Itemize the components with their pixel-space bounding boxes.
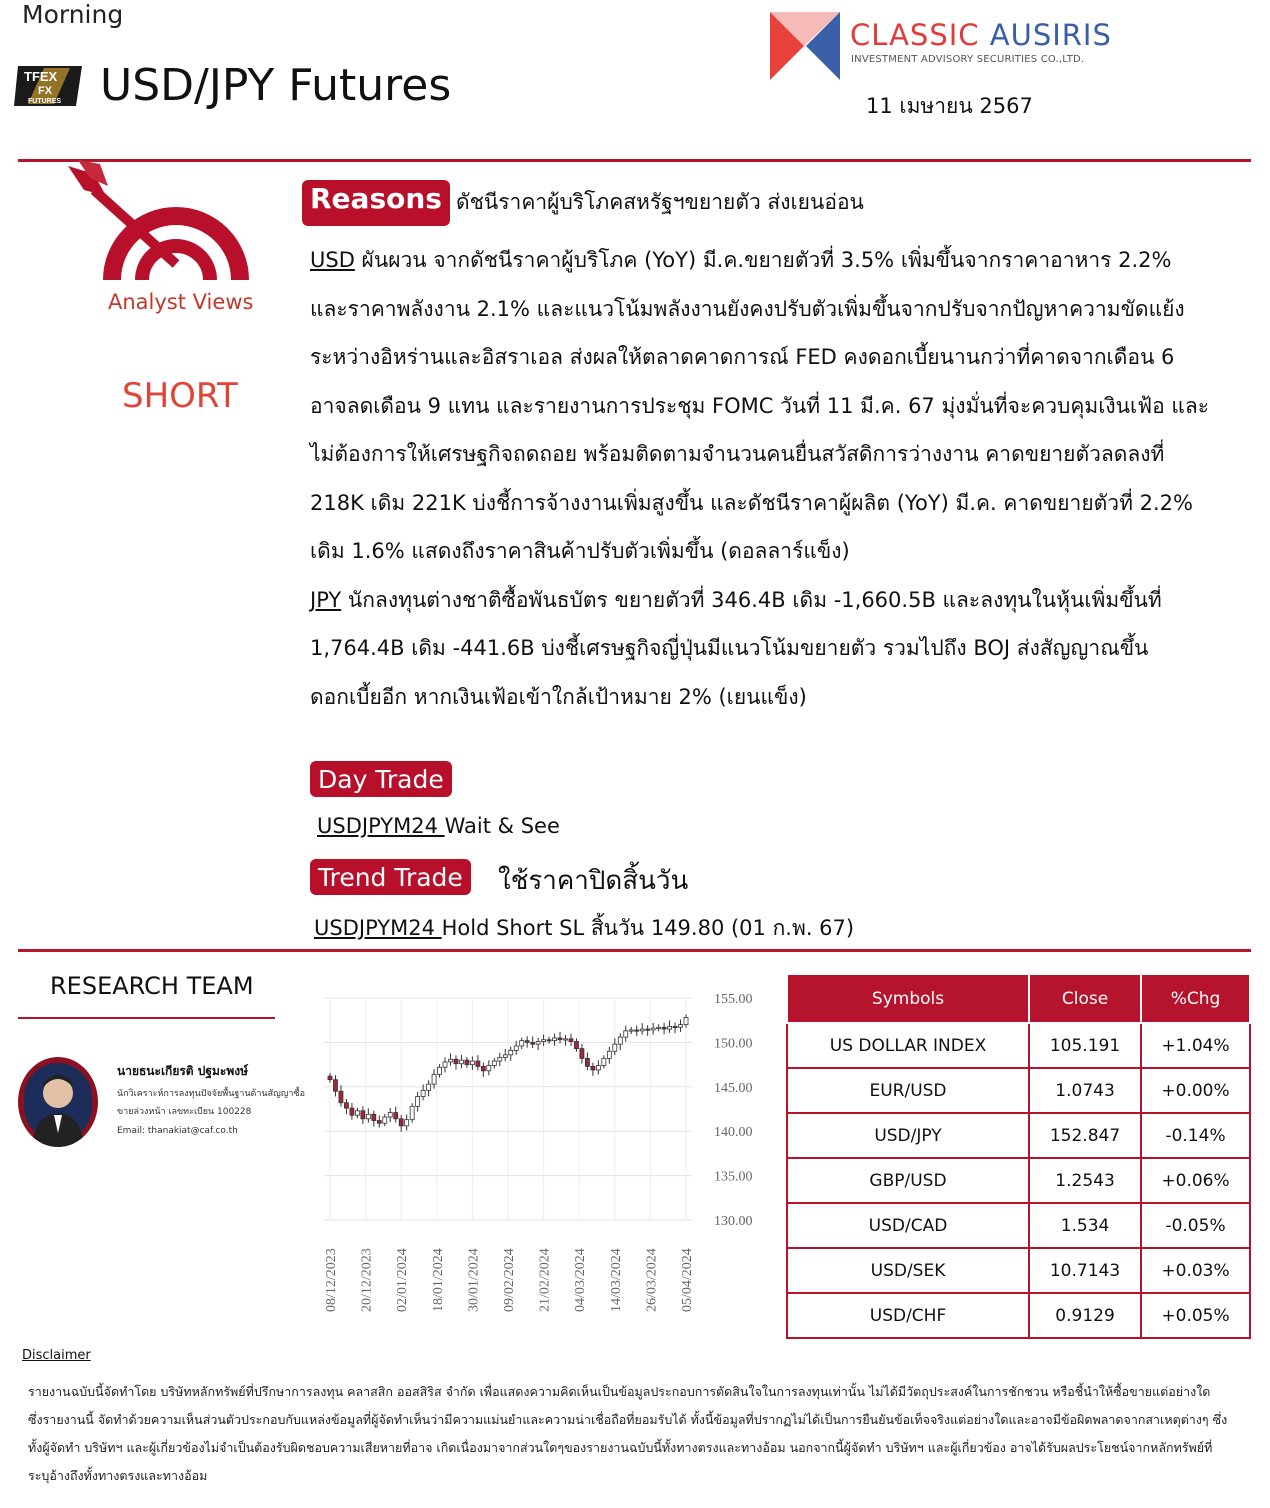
research-team-rule	[18, 1017, 275, 1019]
candle-body	[443, 1062, 447, 1067]
tfex-logo	[14, 64, 84, 108]
candle-body	[635, 1030, 639, 1031]
candle-body	[377, 1121, 381, 1124]
candle-body	[465, 1060, 469, 1064]
table-row	[787, 1293, 1250, 1338]
trend-trade-line	[314, 912, 854, 945]
tfex-logo-text-3: FUTURES	[28, 98, 62, 105]
usd-paragraph	[310, 236, 1210, 576]
reasons-headline: ดัชนีราคาผู้บริโภคสหรัฐฯขยายตัว ส่งเยนอ่อน	[456, 190, 864, 214]
day-trade-symbol: USDJPYM24	[317, 814, 445, 838]
header-close: Close	[1029, 974, 1141, 1023]
candle-body	[481, 1066, 485, 1070]
close-cell: 105.191	[1029, 1023, 1141, 1068]
candle-body	[383, 1117, 387, 1123]
candle-body	[514, 1046, 518, 1050]
x-tick-label: 05/04/2024	[680, 1248, 695, 1312]
jpy-label: JPY	[310, 587, 342, 612]
candle-body	[372, 1114, 376, 1120]
change-cell: +1.04%	[1141, 1023, 1250, 1068]
analyst-views-label: Analyst Views	[108, 290, 254, 314]
table-row	[787, 1158, 1250, 1203]
report-date: 11 เมษายน 2567	[866, 94, 1033, 118]
candle-body	[350, 1108, 354, 1115]
candle-body	[673, 1026, 677, 1027]
target-arrow-icon	[64, 160, 264, 290]
candle-body	[542, 1040, 546, 1042]
candle-body	[410, 1106, 414, 1119]
candle-body	[470, 1061, 474, 1065]
candle-body	[553, 1038, 557, 1041]
x-tick-label: 14/03/2024	[608, 1248, 624, 1312]
symbol-cell: USD/SEK	[787, 1248, 1029, 1293]
change-cell: +0.00%	[1141, 1068, 1250, 1113]
close-cell: 1.534	[1029, 1203, 1141, 1248]
candle-body	[476, 1061, 480, 1066]
candle-body	[487, 1065, 491, 1070]
candle-body	[574, 1042, 578, 1049]
x-tick-label: 08/12/2023	[324, 1248, 339, 1312]
candle-body	[525, 1041, 529, 1043]
candle-body	[585, 1058, 589, 1066]
candle-body	[591, 1066, 595, 1070]
close-cell: 1.2543	[1029, 1158, 1141, 1203]
position-label: SHORT	[122, 376, 238, 416]
disclaimer-text: รายงานฉบับนี้จัดทำโดย บริษัทหลักทรัพย์ที่ปรึกษาการลงทุน คลาสสิก ออสสิริส จำกัด เพื่อแสดงความคิดเห็นเป็นข้อมูลประกอบการตัดสินใจในการลงทุนเท่านั้น ไม่ได้มีวัตถุประสงค์ในการชักชวน หรือชี้นำให้ซื้อขายแต่อย่างใด ซึ่งรายงานนี้ จัดทำด้วยความเห็นส่วนตัวประกอบกับแหล่งข้อมูลที่ผู้จัดทำเห็นว่ามีความแม่นยำและความน่าเชื่อถือที่ยอมรับได้ ทั้งนี้ข้อมูลที่ปรากฏไม่ได้เป็นการยืนยันข้อเท็จจริงแต่อย่างใดและอาจมีข้อผิดพลาดจากสาเหตุต่างๆ ซึ่งทั้งผู้จัดทำ บริษัทฯ และผู้เกี่ยวข้องไม่จำเป็นต้องรับผิดชอบความเสียหายที่อาจ เกิดเนื่องมาจากส่วนใดๆของรายงานฉบับนี้ทั้งทางตรงและทางอ้อม นอกจากนี้ผู้จัดทำ บริษัทฯ และผู้เกี่ยวข้อง อาจได้รับผลประโยชน์จากหลักทรัพย์ที่ระบุอ้างถึงทั้งทางตรงและทางอ้อม	[28, 1384, 1228, 1483]
disclaimer-title: Disclaimer	[22, 1348, 91, 1363]
candle-body	[388, 1113, 392, 1117]
price-chart	[316, 984, 776, 1324]
quotes-header-row	[787, 974, 1250, 1023]
trend-trade-symbol: USDJPYM24	[314, 916, 442, 940]
reasons-tag: Reasons	[302, 180, 450, 226]
company-logo-icon	[770, 10, 840, 82]
jpy-text: นักลงทุนต่างชาติซื้อพันธบัตร ขยายตัวที่ 346.4B เดิม -1,660.5B และลงทุนในหุ้นเพิ่มขึ้นที่ 1,764.4B เดิม -441.6B บ่งชี้เศรษฐกิจญี่ปุ่นมีแนวโน้มขยายตัว รวมไปถึง BOJ ส่งสัญญาณขึ้นดอกเบี้ยอีก หากเงินเฟ้อเข้าใกล้เป้าหมาย 2% (เยนแข็ง)	[310, 587, 1162, 709]
candle-body	[361, 1111, 365, 1119]
candle-body	[618, 1037, 622, 1044]
candle-body	[509, 1050, 513, 1054]
candle-body	[531, 1042, 535, 1044]
analyst-role	[117, 1085, 317, 1121]
analyst-role-line1: นักวิเคราะห์การลงทุนปัจจัยพื้นฐานด้านสัญญาซื้อ	[117, 1089, 305, 1099]
y-tick-label: 140.00	[714, 1125, 753, 1141]
analysis-body	[310, 236, 1210, 721]
candle-body	[498, 1057, 502, 1061]
y-tick-label: 155.00	[714, 992, 753, 1007]
day-trade-action: Wait & See	[444, 814, 560, 838]
candle-body	[679, 1025, 683, 1028]
candle-body	[427, 1084, 431, 1090]
company-name-part1: CLASSIC	[850, 18, 980, 52]
tfex-logo-text-1: TFEX	[24, 69, 58, 84]
table-row	[787, 1113, 1250, 1158]
candle-body	[613, 1044, 617, 1051]
section-divider	[18, 949, 1251, 952]
candle-body	[624, 1031, 628, 1037]
usd-text: ผันผวน จากดัชนีราคาผู้บริโภค (YoY) มี.ค.ขยายตัวที่ 3.5% เพิ่มขึ้นจากราคาอาหาร 2.2% และราคาพลังงาน 2.1% และแนวโน้มพลังงานยังคงปรับตัวเพิ่มขึ้นจากปรับจากปัญหาความขัดแย้งระหว่างอิหร่านและอิสราเอล ส่งผลให้ตลาดคาดการณ์ FED คงดอกเบี้ยนานกว่าที่คาดจากเดือน 6 อาจลดเดือน 9 แทน และรายงานการประชุม FOMC วันที่ 11 มี.ค. 67 มุ่งมั่นที่จะควบคุมเงินเฟ้อ และไม่ต้องการให้เศรษฐกิจถดถอย พร้อมติดตามจำนวนคนยื่นสวัสดิการว่างงาน คาดขยายตัวลดลงที่ 218K เดิม 221K บ่งชี้การจ้างงานเพิ่มสูงขึ้น และดัชนีราคาผู้ผลิต (YoY) มี.ค. คาดขยายตัวที่ 2.2% เดิม 1.6% แสดงถึงราคาสินค้าปรับตัวเพิ่มขึ้น (ดอลลาร์แข็ง)	[310, 248, 1210, 563]
change-cell: +0.05%	[1141, 1293, 1250, 1338]
symbol-cell: USD/CHF	[787, 1293, 1029, 1338]
x-tick-label: 30/01/2024	[466, 1248, 482, 1312]
candle-body	[394, 1113, 398, 1119]
y-tick-label: 130.00	[714, 1214, 753, 1229]
y-tick-label: 145.00	[714, 1080, 753, 1096]
analyst-role-line2: ขายล่วงหน้า เลขทะเบียน 100228	[117, 1107, 252, 1117]
x-tick-label: 21/02/2024	[537, 1248, 553, 1312]
company-name-part2: AUSIRIS	[989, 18, 1112, 52]
header-change: %Chg	[1141, 974, 1250, 1023]
candle-body	[448, 1059, 452, 1062]
page-title: USD/JPY Futures	[100, 60, 452, 111]
usd-label: USD	[310, 248, 355, 272]
candle-body	[596, 1065, 600, 1069]
candle-body	[564, 1039, 568, 1040]
candle-body	[662, 1027, 666, 1029]
avatar	[18, 1057, 98, 1147]
candle-body	[657, 1027, 661, 1028]
candle-body	[333, 1080, 337, 1092]
candle-body	[547, 1040, 551, 1041]
candle-body	[607, 1051, 611, 1058]
x-tick-label: 20/12/2023	[359, 1248, 375, 1312]
candle-body	[602, 1058, 606, 1065]
close-cell: 1.0743	[1029, 1068, 1141, 1113]
candle-body	[580, 1049, 584, 1059]
close-cell: 0.9129	[1029, 1293, 1141, 1338]
candle-body	[416, 1097, 420, 1107]
candle-body	[646, 1029, 650, 1030]
candle-body	[328, 1076, 332, 1080]
candle-body	[536, 1042, 540, 1045]
table-row	[787, 1248, 1250, 1293]
symbol-cell: USD/JPY	[787, 1113, 1029, 1158]
trend-trade-note: ใช้ราคาปิดสิ้นวัน	[498, 866, 689, 896]
change-cell: -0.14%	[1141, 1113, 1250, 1158]
candle-body	[684, 1018, 688, 1025]
company-name	[850, 18, 1112, 52]
candle-body	[503, 1055, 507, 1058]
candle-body	[399, 1119, 403, 1126]
candle-body	[520, 1041, 524, 1046]
candle-body	[459, 1060, 463, 1064]
candle-body	[405, 1120, 409, 1126]
symbol-cell: EUR/USD	[787, 1068, 1029, 1113]
header-symbols: Symbols	[787, 974, 1029, 1023]
candle-body	[640, 1029, 644, 1031]
analyst-name: นายธนะเกียรติ ปฐมะพงษ์	[117, 1064, 249, 1078]
candle-body	[629, 1030, 633, 1031]
x-tick-label: 09/02/2024	[502, 1248, 517, 1312]
close-cell: 10.7143	[1029, 1248, 1141, 1293]
x-tick-label: 26/03/2024	[644, 1248, 660, 1312]
x-tick-label: 02/01/2024	[395, 1248, 411, 1312]
candle-body	[421, 1090, 425, 1096]
trend-trade-action: Hold Short SL สิ้นวัน 149.80 (01 ก.พ. 67)	[441, 916, 855, 940]
close-cell: 152.847	[1029, 1113, 1141, 1158]
y-tick-label: 150.00	[714, 1036, 753, 1052]
table-row	[787, 1068, 1250, 1113]
candle-body	[339, 1091, 343, 1103]
symbol-cell: USD/CAD	[787, 1203, 1029, 1248]
candle-body	[355, 1111, 359, 1115]
research-team-title: RESEARCH TEAM	[50, 972, 254, 1000]
quotes-table	[786, 973, 1251, 1339]
x-tick-label: 18/01/2024	[430, 1248, 446, 1312]
candle-body	[432, 1074, 436, 1084]
change-cell: +0.06%	[1141, 1158, 1250, 1203]
candle-body	[344, 1103, 348, 1108]
y-tick-label: 135.00	[714, 1169, 753, 1185]
candle-body	[668, 1026, 672, 1029]
change-cell: -0.05%	[1141, 1203, 1250, 1248]
person-icon	[18, 1057, 98, 1147]
candle-body	[454, 1059, 458, 1063]
company-subtitle: INVESTMENT ADVISORY SECURITIES CO.,LTD.	[851, 54, 1085, 65]
day-trade-tag: Day Trade	[310, 761, 452, 797]
candle-body	[366, 1114, 370, 1118]
candle-body	[492, 1061, 496, 1065]
x-tick-label: 04/03/2024	[573, 1248, 589, 1312]
candle-body	[569, 1039, 573, 1042]
analyst-email: Email: thanakiat@caf.co.th	[117, 1126, 238, 1136]
edition-label: Morning	[22, 0, 124, 29]
candle-body	[651, 1028, 655, 1030]
change-cell: +0.03%	[1141, 1248, 1250, 1293]
symbol-cell: GBP/USD	[787, 1158, 1029, 1203]
symbol-cell: US DOLLAR INDEX	[787, 1023, 1029, 1068]
candle-body	[438, 1067, 442, 1074]
jpy-paragraph	[310, 576, 1210, 722]
table-row	[787, 1023, 1250, 1068]
tfex-logo-text-2: FX	[38, 85, 53, 97]
candle-body	[558, 1038, 562, 1040]
table-row	[787, 1203, 1250, 1248]
day-trade-line	[317, 814, 560, 838]
trend-trade-tag: Trend Trade	[310, 859, 471, 895]
